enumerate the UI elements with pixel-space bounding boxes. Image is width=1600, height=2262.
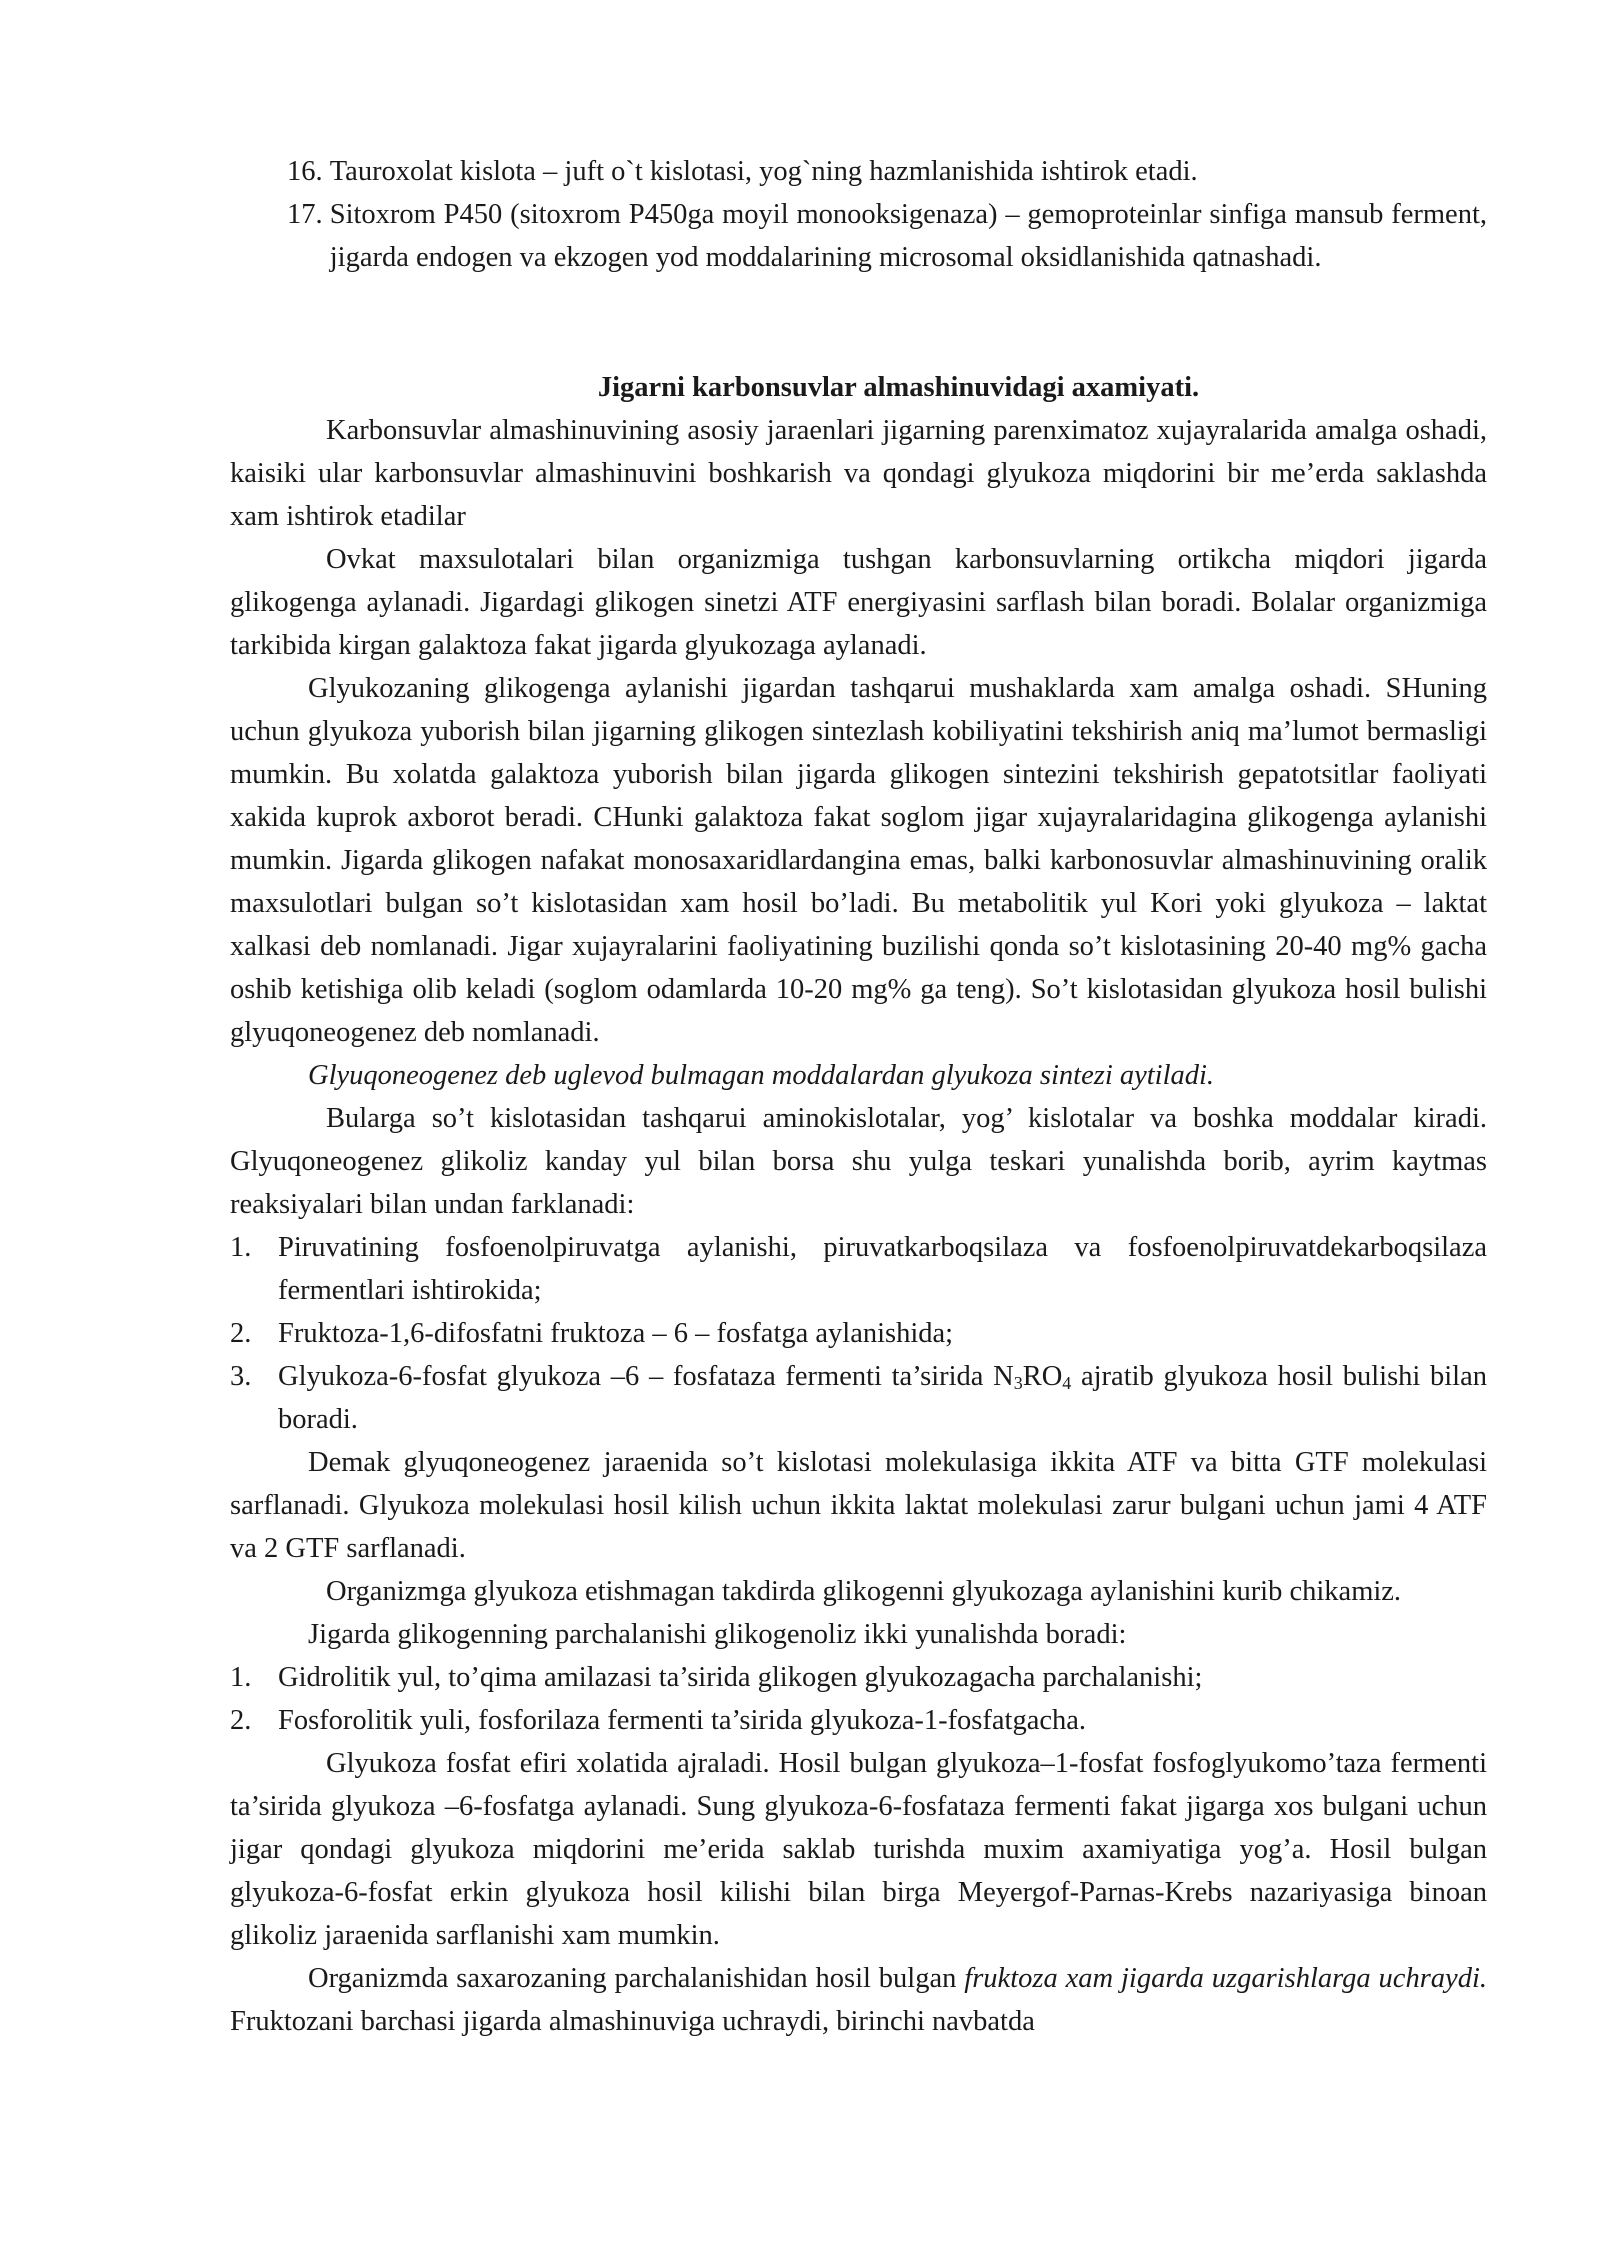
text-fragment: RO <box>1022 1361 1063 1392</box>
italic-text: fruktoza xam jigarda uzgarishlarga uchraydi. <box>964 1963 1487 1994</box>
paragraph: Organizmga glyukoza etishmagan takdirda glikogenni glyukozaga aylanishini kurib chikamiz. <box>326 1576 1402 1607</box>
paragraph: Ovkat maxsulotalari bilan organizmiga tushgan karbonsuvlarning ortikcha miqdori jigarda glikogenga aylanadi. Jigardagi glikogen sinetzi ATF energiyasini sarflash bilan boradi. Bolalar organizmiga tarkibida kirgan galaktoza fakat jigarda glyukozaga aylanadi. <box>230 544 1487 661</box>
list-number: 3. <box>230 1361 252 1392</box>
list-number: 1. <box>230 1232 252 1263</box>
list-number: 2. <box>230 1705 252 1736</box>
numbered-list <box>230 1226 1487 1441</box>
list-item-text: Gidrolitik yul, to’qima amilazasi ta’sirida glikogen glyukozagacha parchalanishi; <box>278 1662 1203 1693</box>
list-item <box>230 1226 1487 1312</box>
list-number: 2. <box>230 1318 252 1349</box>
list-item-text: Fosforolitik yuli, fosforilaza fermenti ta’sirida glyukoza-1-fosfatgacha. <box>278 1705 1087 1736</box>
paragraph: Bularga so’t kislotasidan tashqarui aminokislotalar, yog’ kislotalar va boshka moddalar kiradi. Glyuqoneogenez glikoliz kanday yul bilan borsa shu yulga teskari yunalishda borib, ayrim kaytmas reaksiyalari bilan undan farklanadi: <box>230 1103 1487 1220</box>
list-item-text <box>278 1355 1487 1441</box>
paragraph: Karbonsuvlar almashinuvining asosiy jaraenlari jigarning parenximatoz xujayralarida amalga oshadi, kaisiki ular karbonsuvlar almashinuvini boshkarish va qondagi glyukoza miqdorini bir me’erda saklashda xam ishtirok etadilar <box>230 415 1487 532</box>
paragraph: Glyukoza fosfat efiri xolatida ajraladi. Hosil bulgan glyukoza–1-fosfat fosfoglyukomo’taza fermenti ta’sirida glyukoza –6-fosfatga aylanadi. Sung glyukoza-6-fosfataza fermenti fakat jigarga xos bulgani uchun jigar qondagi glyukoza miqdorini me’erida saklab turishda muxim axamiyatiga yog’a. Hosil bulgan glyukoza-6-fosfat erkin glyukoza hosil kilishi bilan birga Meyergof-Parnas-Krebs nazariyasiga binoan glikoliz jaraenida sarflanishi xam mumkin. <box>230 1748 1487 1951</box>
paragraph: Demak glyuqoneogenez jaraenida so’t kislotasi molekulasiga ikkita ATF va bitta GTF molekulasi sarflanadi. Glyukoza molekulasi hosil kilish uchun ikkita laktat molekulasi zarur bulgani uchun jami 4 ATF va 2 GTF sarflanadi. <box>230 1447 1487 1564</box>
text-fragment: Organizmda saxarozaning parchalanishidan hosil bulgan <box>308 1963 965 1994</box>
numbered-list <box>230 1656 1487 1742</box>
subscript: 3 <box>1013 1373 1023 1393</box>
list-item <box>230 1699 1487 1742</box>
list-number: 17. <box>287 199 330 230</box>
list-item-text: Sitoxrom P450 (sitoxrom P450ga moyil monooksigenaza) – gemoproteinlar sinfiga mansub ferment, jigarda endogen va ekzogen yod moddalarining microsomal oksidlanishida qatnashadi. <box>329 199 1487 273</box>
paragraph: Jigarda glikogenning parchalanishi glikogenoliz ikki yunalishda boradi: <box>308 1619 1127 1650</box>
list-item <box>287 193 1487 279</box>
paragraph <box>230 1957 1487 2043</box>
list-item-text: Piruvatining fosfoenolpiruvatga aylanishi, piruvatkarboqsilaza va fosfoenolpiruvatdekarboqsilaza fermentlari ishtirokida; <box>278 1232 1487 1306</box>
text-fragment: Fruktozani barchasi jigarda almashinuviga uchraydi, birinchi navbatda <box>230 2006 1035 2037</box>
list-item-text: Fruktoza-1,6-difosfatni fruktoza – 6 – fosfatga aylanishida; <box>278 1318 954 1349</box>
list-number: 16. <box>287 156 330 187</box>
list-item <box>230 1656 1487 1699</box>
paragraph: Glyukozaning glikogenga aylanishi jigardan tashqarui mushaklarda xam amalga oshadi. SHuning uchun glyukoza yuborish bilan jigarning glikogen sintezlash kobiliyatini tekshirish aniq ma’lumot bermasligi mumkin. Bu xolatda galaktoza yuborish bilan jigarda glikogen sintezini tekshirish gepatotsitlar faoliyati xakida kuprok axborot beradi. CHunki galaktoza fakat soglom jigar xujayralaridagina glikogenga aylanishi mumkin. Jigarda glikogen nafakat monosaxaridlardangina emas, balki karbonosuvlar almashinuvining oralik maxsulotlari bulgan so’t kislotasidan xam hosil bo’ladi. Bu metabolitik yul Kori yoki glyukoza – laktat xalkasi deb nomlanadi. Jigar xujayralarini faoliyatining buzilishi qonda so’t kislotasining 20-40 mg% gacha oshib ketishiga olib keladi (soglom odamlarda 10-20 mg% ga teng). So’t kislotasidan glyukoza hosil bulishi glyuqoneogenez deb nomlanadi. <box>230 673 1487 1048</box>
list-item <box>287 150 1487 193</box>
list-item <box>230 1355 1487 1441</box>
text-fragment: Glyukoza-6-fosfat glyukoza –6 – fosfataza fermenti ta’sirida N <box>278 1361 1014 1392</box>
subscript: 4 <box>1062 1373 1072 1393</box>
document-body <box>230 366 1487 2043</box>
list-number: 1. <box>230 1662 252 1693</box>
section-heading: Jigarni karbonsuvlar almashinuvidagi axamiyati. <box>597 372 1200 403</box>
list-item <box>230 1312 1487 1355</box>
italic-definition: Glyuqoneogenez deb uglevod bulmagan moddalardan glyukoza sintezi aytiladi. <box>308 1060 1215 1091</box>
list-item-text: Tauroxolat kislota – juft o`t kislotasi, yog`ning hazmlanishida ishtirok etadi. <box>329 156 1198 187</box>
definition-list <box>287 150 1487 279</box>
text-fragment: ajratib glyukoza hosil bulishi bilan boradi. <box>278 1361 1487 1435</box>
